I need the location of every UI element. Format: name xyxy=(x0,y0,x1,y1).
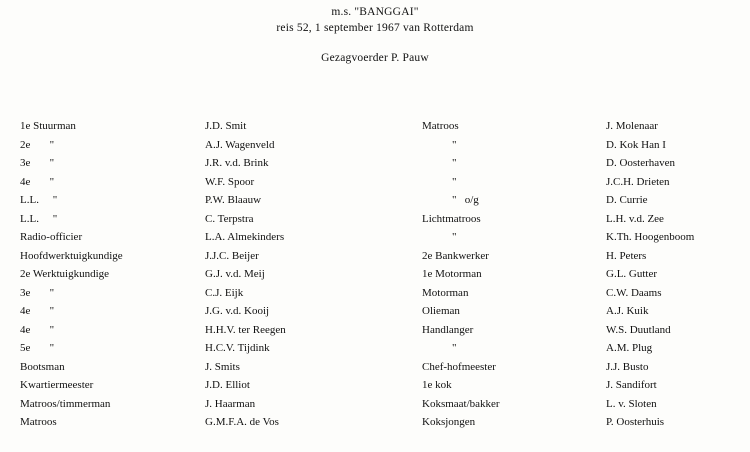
crew-name: J.J.C. Beijer xyxy=(205,249,259,262)
crew-rank: " xyxy=(452,231,457,243)
crew-name: W.F. Spoor xyxy=(205,175,255,188)
crew-rank: Olieman xyxy=(422,305,460,317)
crew-rank: Kwartiermeester xyxy=(20,379,94,391)
crew-name: H.H.V. ter Reegen xyxy=(205,323,286,336)
crew-rank: 4e " xyxy=(20,323,55,336)
crew-name: J.D. Elliot xyxy=(205,379,250,391)
crew-rank: 1e Stuurman xyxy=(20,120,76,132)
crew-name: W.S. Duutland xyxy=(606,323,671,336)
crew-rank: Radio-officier xyxy=(20,231,83,243)
crew-name: L.A. Almekinders xyxy=(205,231,285,243)
crew-rank: 2e Bankwerker xyxy=(422,249,489,262)
crew-rank: 5e " xyxy=(20,342,55,354)
crew-name: P.W. Blaauw xyxy=(205,194,262,206)
crew-rank: L.L. " xyxy=(20,194,58,206)
crew-rank: Koksjongen xyxy=(422,416,476,428)
crew-name: P. Oosterhuis xyxy=(606,416,665,428)
crew-name: A.J. Kuik xyxy=(606,305,649,317)
crew-name: J.C.H. Drieten xyxy=(606,175,670,188)
crew-rank: Handlanger xyxy=(422,323,474,336)
crew-rank: 1e kok xyxy=(422,379,452,391)
ship-title: m.s. "BANGGAI" xyxy=(331,6,419,18)
crew-name: G.L. Gutter xyxy=(606,268,658,280)
left-name-column xyxy=(205,117,286,432)
crew-rank: 2e " xyxy=(20,138,55,151)
crew-name: C.W. Daams xyxy=(606,286,662,299)
voyage-line: reis 52, 1 september 1967 van Rotterdam xyxy=(276,22,474,34)
crew-rank: " xyxy=(452,157,457,169)
crew-rank: Motorman xyxy=(422,286,469,299)
crew-name: L.H. v.d. Zee xyxy=(606,212,664,225)
crew-name: J. Molenaar xyxy=(606,120,658,132)
crew-name: J. Smits xyxy=(205,360,240,373)
crew-name: C. Terpstra xyxy=(205,212,254,225)
crew-rank: 1e Motorman xyxy=(422,268,482,280)
crew-rank: Lichtmatroos xyxy=(422,212,481,225)
crew-name: C.J. Eijk xyxy=(205,286,244,299)
crew-name: H.C.V. Tijdink xyxy=(205,342,270,354)
right-rank-column xyxy=(422,117,500,432)
right-name-column xyxy=(606,117,694,432)
crew-name: D. Currie xyxy=(606,194,648,206)
captain-line: Gezagvoerder P. Pauw xyxy=(321,52,429,64)
crew-name: J. Sandifort xyxy=(606,379,657,391)
document-header xyxy=(0,4,750,66)
crew-rank: " xyxy=(452,175,457,188)
crew-rank: " xyxy=(452,138,457,151)
crew-name: D. Oosterhaven xyxy=(606,157,676,169)
crew-rank: Bootsman xyxy=(20,360,65,373)
crew-rank: 4e " xyxy=(20,305,55,317)
left-rank-column xyxy=(20,117,123,432)
crew-name: J. Haarman xyxy=(205,397,256,410)
crew-name: G.J. v.d. Meij xyxy=(205,268,265,280)
crew-name: L. v. Sloten xyxy=(606,397,657,410)
crew-rank: 3e " xyxy=(20,286,55,299)
crew-rank: Koksmaat/bakker xyxy=(422,397,500,410)
crew-rank: 3e " xyxy=(20,157,55,169)
crew-name: J.D. Smit xyxy=(205,120,247,132)
crew-rank: 2e Werktuigkundige xyxy=(20,268,110,280)
crew-rank: Matroos xyxy=(422,120,459,132)
crew-name: J.R. v.d. Brink xyxy=(205,157,269,169)
crew-rank: Hoofdwerktuigkundige xyxy=(20,249,123,262)
crew-name: A.M. Plug xyxy=(606,342,653,354)
crew-rank: L.L. " xyxy=(20,212,58,225)
crew-rank: " xyxy=(452,342,457,354)
crew-rank: Matroos/timmerman xyxy=(20,397,111,410)
crew-name: J.J. Busto xyxy=(606,360,649,373)
crew-name: H. Peters xyxy=(606,249,647,262)
crew-name: A.J. Wagenveld xyxy=(205,138,275,151)
crew-rank: 4e " xyxy=(20,175,55,188)
crew-roster xyxy=(0,117,750,432)
crew-rank: Chef-hofmeester xyxy=(422,360,496,373)
crew-rank: Matroos xyxy=(20,416,57,428)
crew-name: K.Th. Hoogenboom xyxy=(606,231,695,243)
crew-rank: " o/g xyxy=(452,194,479,206)
crew-name: J.G. v.d. Kooij xyxy=(205,305,270,317)
crew-name: D. Kok Han I xyxy=(606,138,666,151)
crew-name: G.M.F.A. de Vos xyxy=(205,416,279,428)
